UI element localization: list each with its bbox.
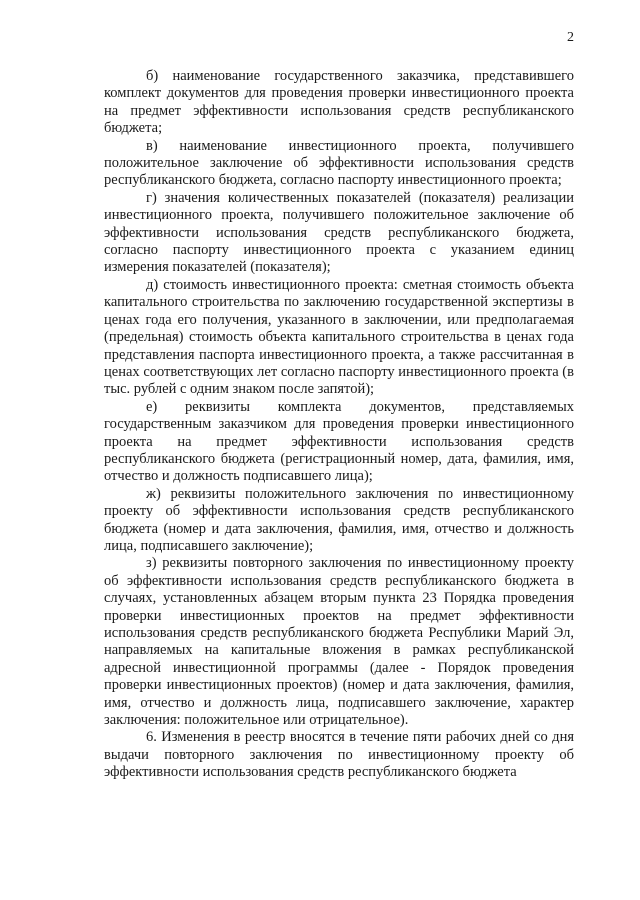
paragraph-item-z: з) реквизиты повторного заключения по инвестиционному проекту об эффективности использования средств республиканского бюджета в случаях, установленных абзацем вторым пункта 23 Порядка проведения проверки инвестиционных проектов на предмет эффективности использования средств республиканского бюджета Республики Марий Эл, направляемых на капитальные вложения в рамках республиканской адресной инвестиционной программы (далее - Порядок проведения проверки инвестиционных проектов) (номер и дата заключения, фамилия, имя, отчество и должность лица, подписавшего заключение, характер заключения: положительное или отрицательное). [104,555,574,729]
paragraph-item-d: д) стоимость инвестиционного проекта: сметная стоимость объекта капитального строительства по заключению государственной экспертизы в ценах года его получения, указанного в заключении, или предполагаемая (предельная) стоимость объекта капитального строительства в ценах года представления паспорта инвестиционного проекта, а также рассчитанная в ценах соответствующих лет согласно паспорту инвестиционного проекта (в тыс. рублей с одним знаком после запятой); [104,276,574,398]
paragraph-item-zh: ж) реквизиты положительного заключения по инвестиционному проекту об эффективности использования средств республиканского бюджета (номер и дата заключения, фамилия, имя, отчество и должность лица, подписавшего заключение); [104,485,574,554]
page-number: 2 [567,30,574,45]
document-body [104,68,574,782]
paragraph-clause-6: 6. Изменения в реестр вносятся в течение пяти рабочих дней со дня выдачи повторного заключения по инвестиционному проекту об эффективности использования средств республиканского бюджета [104,729,574,781]
paragraph-item-g: г) значения количественных показателей (показателя) реализации инвестиционного проекта, получившего положительное заключение об эффективности использования средств республиканского бюджета, согласно паспорту инвестиционного проекта с указанием единиц измерения показателей (показателя); [104,189,574,276]
paragraph-item-v: в) наименование инвестиционного проекта, получившего положительное заключение об эффективности использования средств республиканского бюджета, согласно паспорту инвестиционного проекта; [104,137,574,189]
paragraph-item-b: б) наименование государственного заказчика, представившего комплект документов для проведения проверки инвестиционного проекта на предмет эффективности использования средств республиканского бюджета; [104,68,574,137]
paragraph-item-e: е) реквизиты комплекта документов, представляемых государственным заказчиком для проведения проверки инвестиционного проекта на предмет эффективности использования средств республиканского бюджета (регистрационный номер, дата, фамилия, имя, отчество и должность подписавшего лица); [104,398,574,485]
